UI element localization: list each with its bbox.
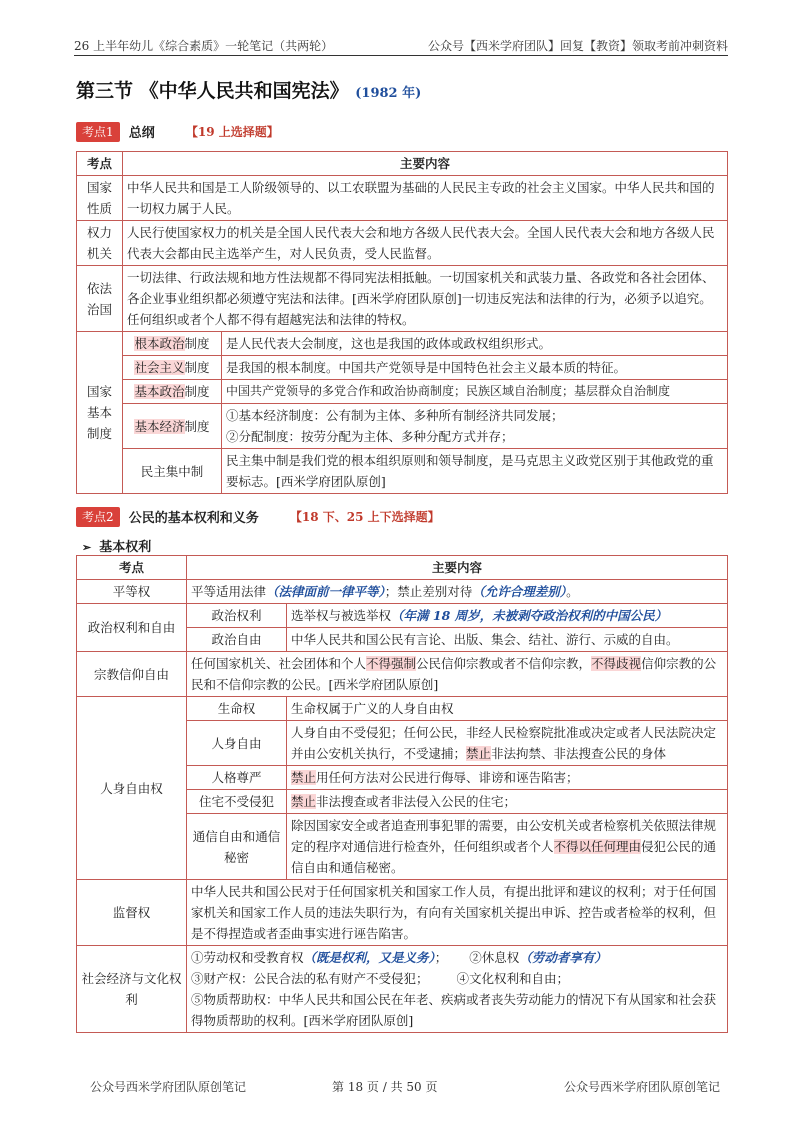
sub-label: 住宅不受侵犯 [187, 790, 287, 814]
header-cell: 考点 [77, 556, 187, 580]
footer-right: 公众号西米学府团队原创笔记 [563, 1080, 720, 1094]
key-point-tag: 【18 下、25 上下选择题】 [289, 510, 440, 524]
header-right: 公众号【西米学府团队】回复【教资】领取考前冲刺资料 [427, 39, 728, 53]
row-label: 监督权 [77, 880, 187, 946]
row-label: 依法治国 [77, 266, 123, 332]
sub-label: 人格尊严 [187, 766, 287, 790]
table-header-row [77, 556, 728, 580]
sub-content: 是我国的根本制度。中国共产党领导是中国特色社会主义最本质的特征。 [222, 356, 728, 380]
table-row [77, 266, 728, 332]
row-label: 宗教信仰自由 [77, 652, 187, 697]
row-content: 平等适用法律（法律面前一律平等）；禁止差别对待（允许合理差别）。 [187, 580, 728, 604]
sub-label: 社会主义制度 [123, 356, 222, 380]
row-label: 人身自由权 [77, 697, 187, 880]
row-content: ①劳动权和受教育权（既是权利，又是义务）； ②休息权（劳动者享有） ③财产权：公民合法的私有财产不受侵犯； ④文化权利和自由； ⑤物质帮助权：中华人民共和国公民在年老、疾病或者丧失劳动能力的情况下有从国家和社会获得物质帮助的权利。[西米学府团队原创] [187, 946, 728, 1033]
sub-content: 选举权与被选举权（年满 18 周岁，未被剥夺政治权利的中国公民） [287, 604, 728, 628]
row-content: 人民行使国家权力的机关是全国人民代表大会和地方各级人民代表大会。全国人民代表大会和地方各级人民代表大会都由民主选举产生，对人民负责，受人民监督。 [123, 221, 728, 266]
section-title [76, 76, 421, 103]
basic-rights-table [76, 555, 728, 1033]
arrow-icon: ➢ [82, 541, 92, 554]
key-point-1 [76, 121, 279, 143]
row-label: 社会经济与文化权利 [77, 946, 187, 1033]
sub-content: 生命权属于广义的人身自由权 [287, 697, 728, 721]
sub-label: 政治权利 [187, 604, 287, 628]
section-year: (1982 年) [355, 86, 422, 101]
general-principles-table [76, 151, 728, 494]
table-row [77, 697, 728, 721]
table-row [77, 652, 728, 697]
row-label: 国家性质 [77, 176, 123, 221]
sub-content: ①基本经济制度：公有制为主体、多种所有制经济共同发展； ②分配制度：按劳分配为主体、多种分配方式并存； [222, 404, 728, 449]
row-content: 一切法律、行政法规和地方性法规都不得同宪法相抵触。一切国家机关和武装力量、各政党和各社会团体、各企业事业组织都必须遵守宪法和法律。[西米学府团队原创]一切违反宪法和法律的行为，必须予以追究。任何组织或者个人都不得有超越宪法和法律的特权。 [123, 266, 728, 332]
row-label: 权力机关 [77, 221, 123, 266]
sub-label: 民主集中制 [123, 449, 222, 494]
key-point-2 [76, 506, 440, 528]
header-left: 26 上半年幼儿《综合素质》一轮笔记（共两轮） [74, 39, 334, 53]
page-header [74, 34, 728, 56]
table-row [77, 449, 728, 494]
row-label: 平等权 [77, 580, 187, 604]
sub-content: 人身自由不受侵犯；任何公民，非经人民检察院批准或决定或者人民法院决定并由公安机关执行，不受逮捕；禁止非法拘禁、非法搜查公民的身体 [287, 721, 728, 766]
table-row [77, 356, 728, 380]
sub-label: 基本政治制度 [123, 380, 222, 404]
highlight: 基本经济 [134, 418, 185, 434]
subheading-label: 基本权利 [99, 540, 152, 555]
sub-content: 除因国家安全或者追查刑事犯罪的需要，由公安机关或者检察机关依照法律规定的程序对通信进行检查外，任何组织或者个人不得以任何理由侵犯公民的通信自由和通信秘密。 [287, 814, 728, 880]
table-row [77, 404, 728, 449]
row-label: 国家基本制度 [77, 332, 123, 494]
key-point-badge: 考点2 [76, 507, 120, 527]
sub-content: 禁止用任何方法对公民进行侮辱、诽谤和诬告陷害； [287, 766, 728, 790]
sub-content: 是人民代表大会制度，这也是我国的政体或政权组织形式。 [222, 332, 728, 356]
key-point-tag: 【19 上选择题】 [185, 125, 279, 139]
sub-label: 政治自由 [187, 628, 287, 652]
header-cell: 主要内容 [187, 556, 728, 580]
section-title-text: 第三节 《中华人民共和国宪法》 [76, 80, 349, 102]
table-row [77, 946, 728, 1033]
table-header-row [77, 152, 728, 176]
table-row [77, 580, 728, 604]
highlight: 社会主义 [134, 360, 185, 375]
subheading [82, 536, 151, 555]
sub-label: 基本经济制度 [123, 404, 222, 449]
sub-label: 人身自由 [187, 721, 287, 766]
sub-label: 生命权 [187, 697, 287, 721]
table-row [77, 380, 728, 404]
page-footer [90, 1078, 720, 1098]
header-cell: 考点 [77, 152, 123, 176]
page-number: 第 18 页 / 共 50 页 [332, 1080, 438, 1094]
row-content: 中华人民共和国公民对于任何国家机关和国家工作人员，有提出批评和建议的权利；对于任何国家机关和国家工作人员的违法失职行为，有向有关国家机关提出申诉、控告或者检举的权利，但是不得捏造或者歪曲事实进行诬告陷害。 [187, 880, 728, 946]
sub-label: 通信自由和通信秘密 [187, 814, 287, 880]
highlight: 根本政治 [134, 336, 185, 351]
row-content: 中华人民共和国是工人阶级领导的、以工农联盟为基础的人民民主专政的社会主义国家。中华人民共和国的一切权力属于人民。 [123, 176, 728, 221]
header-cell: 主要内容 [123, 152, 728, 176]
sub-content: 中国共产党领导的多党合作和政治协商制度；民族区域自治制度；基层群众自治制度 [222, 380, 728, 404]
row-label: 政治权利和自由 [77, 604, 187, 652]
table-row [77, 604, 728, 628]
key-point-badge: 考点1 [76, 122, 120, 142]
footer-left: 公众号西米学府团队原创笔记 [90, 1080, 247, 1094]
table-row [77, 176, 728, 221]
highlight: 基本政治 [134, 384, 185, 399]
sub-content: 民主集中制是我们党的根本组织原则和领导制度，是马克思主义政党区别于其他政党的重要标志。[西米学府团队原创] [222, 449, 728, 494]
table-row [77, 880, 728, 946]
table-row [77, 332, 728, 356]
sub-label: 根本政治制度 [123, 332, 222, 356]
key-point-name: 总纲 [128, 126, 155, 141]
table-row [77, 221, 728, 266]
row-content: 任何国家机关、社会团体和个人不得强制公民信仰宗教或者不信仰宗教，不得歧视信仰宗教的公民和不信仰宗教的公民。[西米学府团队原创] [187, 652, 728, 697]
key-point-name: 公民的基本权利和义务 [128, 511, 259, 526]
sub-content: 中华人民共和国公民有言论、出版、集会、结社、游行、示威的自由。 [287, 628, 728, 652]
sub-content: 禁止非法搜查或者非法侵入公民的住宅； [287, 790, 728, 814]
